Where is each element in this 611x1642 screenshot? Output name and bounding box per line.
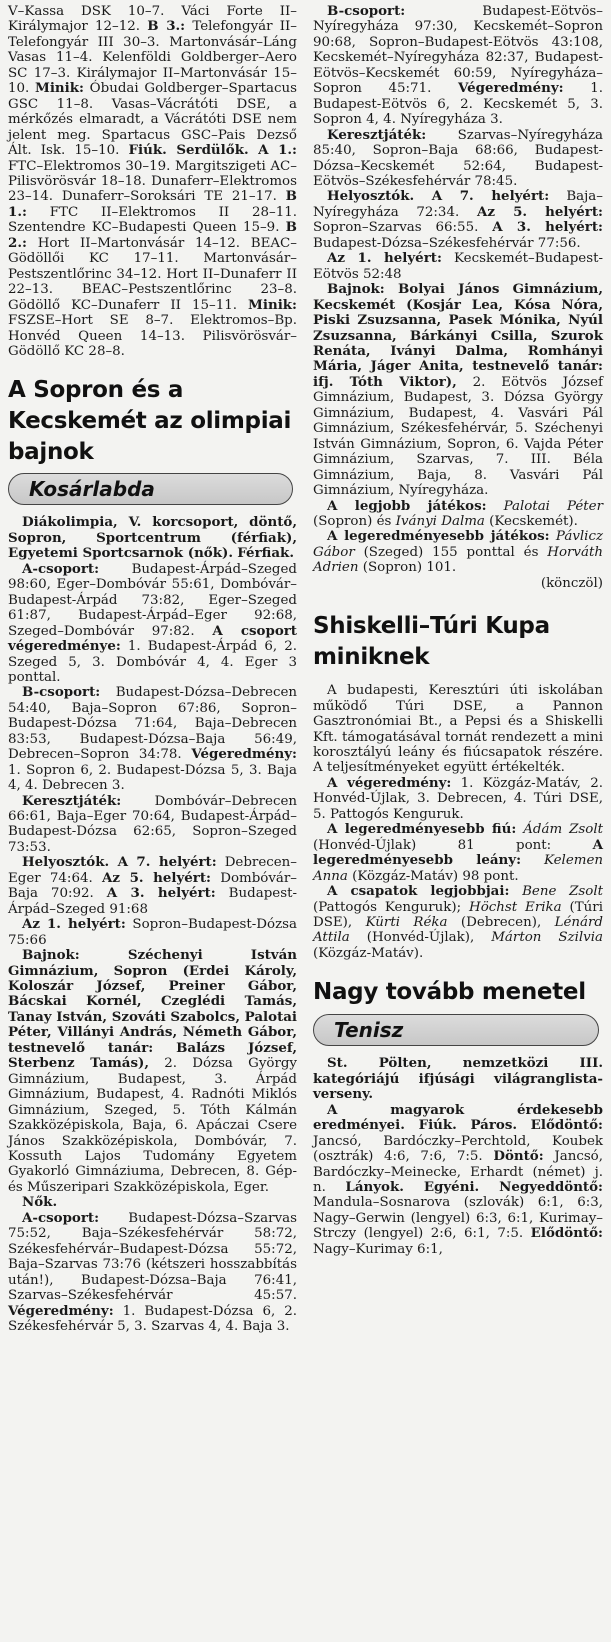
text-run: FTC–Elektromos 30–19. Margitszigeti AC–Pilisvörösvár 18–18. Dunaferr–Elektromos 23–14. Dunaferr–Soroksári TE 21–17. — [8, 158, 297, 205]
text-run: Kecskemét–Budapest-Eötvös 52:48 — [313, 251, 603, 282]
right-column — [313, 4, 603, 1257]
italic-run: Kelemen Anna — [313, 853, 603, 884]
text-run: (Honvéd-Újlak) 81 pont: — [313, 837, 593, 853]
bold-run: A 3. helyért: — [492, 219, 603, 236]
article-headline: A Sopron és a Kecskemét az olimpiai bajnok — [8, 377, 292, 466]
text-run: (Sopron) és — [313, 513, 396, 529]
bold-run: A csoport végeredménye: — [8, 622, 297, 655]
bold-run: B 3.: — [147, 18, 186, 35]
bold-run: Keresztjáték: — [22, 792, 122, 809]
text-run: Hort II–Martonvásár 14–12. BEAC–Gödöllői KC 17–11. Martonvásár–Pestszentlőrinc 34–12. Hort II–Dunaferr II 22–13. BEAC–Pestszentlőrinc 23–8. Gödöllő KC–Dunaferr II 15–11. — [8, 235, 297, 313]
text-run: 1. Közgáz-Matáv, 2. Honvéd-Újlak, 3. Debrecen, 4. Túri DSE, 5. Pattogós Kenguruk. — [313, 775, 603, 822]
bold-run: A legjobb játékos: — [327, 497, 487, 514]
bold-run: A-csoport: — [22, 560, 100, 577]
mini-cup-article — [313, 611, 603, 961]
article-headline: Shiskelli–Túri Kupa miniknek — [313, 613, 550, 671]
bold-run: A magyarok érdekesebb eredményei. Fiúk. Páros. Elődöntő: — [313, 1101, 603, 1134]
article-paragraph — [313, 683, 603, 776]
text-run: (Sopron) 101. — [358, 560, 457, 576]
article-paragraph — [8, 855, 297, 917]
italic-run: Bene Zsolt — [522, 884, 603, 900]
article-paragraph — [8, 948, 297, 1195]
bold-run: Az 1. helyért: — [22, 916, 126, 933]
article-paragraph — [8, 562, 297, 686]
bold-run: Diákolimpia, V. korcsoport, döntő, Sopron, Sportcentrum (férfiak), Egyetemi Sportcsarnok (nők). — [8, 514, 297, 562]
text-run: Jancsó, Bardóczky–Meinecke, Erhardt (német) j. n. — [313, 1149, 604, 1195]
text-run: 2. Dózsa György Gimnázium, Budapest, 3. Árpád Gimnázium, Budapest, 4. Radnóti Miklós Gimnázium, Szeged, 5. Tóth Kálmán Szakközépiskola, Baja, 6. Apáczai Csere János Szakközépiskola, Dombóvár, 7. Kossuth Lajos Tudomány Egyetem Gyakorló Gimnáziuma, Debrecen, 8. Gép- és Műszeripari Szakközépiskola, Eger. — [8, 1056, 297, 1195]
article-paragraph — [313, 529, 603, 575]
italic-run: Palotai Péter — [503, 498, 603, 514]
italic-run: Pávlicz Gábor — [313, 529, 603, 560]
bold-run: A végeredmény: — [327, 774, 452, 791]
bold-run: A 3. helyért: — [106, 885, 216, 902]
bold-run: Végeredmény: — [8, 1302, 114, 1319]
text-run: Jancsó, Bardóczky–Perchtold, Koubek (osztrák) 4:6, 7:6, 7:5. — [313, 1133, 603, 1165]
bold-run: A csapatok legjobbjai: — [327, 883, 510, 900]
text-run: Debrecen–Eger 74:64. — [8, 855, 297, 886]
text-run: Budapest-Dózsa–Debrecen 54:40, Baja–Sopron 67:86, Sopron–Budapest-Dózsa 71:64, Baja–Debrecen 83:53, Budapest-Dózsa–Baja 56:49, Debrecen–Sopron 34:78. — [8, 685, 297, 763]
text-run: Nagy–Kurimay 6:1, — [313, 1241, 443, 1257]
bold-run: B-csoport: — [22, 684, 101, 701]
bold-run: Férfiak. — [237, 545, 294, 562]
bold-run: Elődöntő: — [530, 1225, 603, 1242]
text-run: Sopron–Szarvas 66:55. — [313, 220, 493, 236]
article-paragraph — [313, 189, 603, 251]
text-run: Telefongyár II–Telefongyár III 30–3. Martonvásár–Láng Vasas 11–4. Kelenföldi Goldberger–Aero SC 17–3. Királymajor II–Martonvásár 15–10. — [8, 19, 297, 97]
author-credit: (könczöl) — [540, 575, 603, 591]
text-run: Budapest-Dózsa–Szarvas 75:52, Baja–Székesfehérvár 58:72, Székesfehérvár–Budapest-Dózsa 55:72, Baja–Szarvas 73:76 (kétszeri hosszabbítás után!), Budapest-Dózsa–Baja 76:41, Szarvas–Székesfehérvár 45:57. — [8, 1210, 297, 1304]
text-run: Mandula–Sosnarova (szlovák) 6:1, 6:3, Nagy–Gerwin (lengyel) 6:3, 6:1, Kurimay–Strczy (lengyel) 2:6, 6:1, 7:5. — [313, 1195, 603, 1242]
text-run: FTC II–Elektromos II 28–11. Szentendre KC–Budapesti Queen 15–9. — [8, 204, 297, 236]
text-run: (Túri DSE), — [313, 899, 603, 931]
bold-run: B-csoport: — [327, 3, 406, 19]
text-run: 2. Eötvös József Gimnázium, Budapest, 3. Dózsa György Gimnázium, Budapest, 4. Vasvári Pál Gimnázium, Székesfehérvár, 5. Széchenyi István Gimnázium, Sopron, 6. Vajda Péter Gimnázium, Szarvas, 7. III. Béla Gimnázium, Baja, 8. Vasvári Pál Gimnázium, Nyíregyháza. — [313, 374, 604, 499]
bold-run: Lányok. Egyéni. Negyeddöntő: — [345, 1179, 603, 1195]
text-run: Óbudai Goldberger–Spartacus GSC 11–8. Vasas–Vácrátóti DSE, a mérkőzés elmaradt, a Vácrátóti DSE nem jelent meg. Spartacus GSC–Pais Dezső Ált. Isk. 15–10. — [8, 81, 297, 159]
text-run: 1. Budapest-Eötvös 6, 2. Kecskemét 5, 3. Sopron 4, 4. Nyíregyháza 3. — [313, 81, 603, 128]
text-run: (Pattogós Kenguruk); — [313, 899, 470, 915]
bold-run: Végeredmény: — [191, 746, 297, 763]
article-paragraph — [313, 822, 603, 884]
article-paragraph — [313, 499, 603, 530]
article-paragraph — [8, 515, 297, 561]
bold-run: A legeredményesebb fiú: — [327, 821, 517, 838]
text-run: (Közgáz-Matáv). — [313, 945, 424, 961]
text-run — [487, 499, 504, 514]
text-run: Dombóvár–Baja 70:92. — [8, 870, 297, 902]
italic-run: Kürti Réka — [365, 915, 448, 931]
article-paragraph — [8, 685, 297, 793]
article-paragraph — [8, 917, 297, 948]
italic-run: Márton Szilvia — [491, 930, 603, 946]
bold-run: B 1.: — [8, 188, 297, 220]
bold-run: A legeredményesebb játékos: — [327, 528, 550, 545]
text-run: (Honvéd-Újlak), — [349, 930, 492, 946]
text-run: 1. Sopron 6, 2. Budapest-Dózsa 5, 3. Baja 4, 4. Debrecen 3. — [8, 762, 297, 794]
article-paragraph — [313, 884, 603, 961]
article-paragraph — [313, 251, 603, 282]
italic-run: Horváth Adrien — [313, 544, 603, 576]
text-run: Budapest-Árpád–Szeged 98:60, Eger–Dombóvár 55:61, Dombóvár–Budapest-Árpád 73:82, Eger–Szeged 61:87, Budapest-Árpád–Eger 92:68, Szeged–Dombóvár 97:82. — [8, 561, 297, 639]
basketball-article-continued — [313, 4, 603, 591]
bold-run: Nők. — [22, 1194, 58, 1211]
article-headline: Nagy tovább menetel — [313, 979, 586, 1006]
bold-run: Az 5. helyért: — [476, 203, 603, 220]
italic-run: Iványi Dalma — [395, 513, 485, 529]
bold-run: Helyosztók. A 7. helyért: — [327, 188, 550, 205]
text-run — [509, 884, 522, 899]
text-run: Sopron–Budapest-Dózsa 75:66 — [8, 917, 297, 948]
bold-run: A legeredményesebb leány: — [313, 836, 603, 869]
italic-run: Höchst Erika — [469, 899, 562, 915]
bold-run: Bajnok: Bolyai János Gimnázium, Kecskemét (Kosjár Lea, Kósa Nóra, Piski Zsuzsanna, Pasek Mónika, Nyúl Zsuzsanna, Bárkányi Csilla, Szurok Renáta, Iványi Dalma, Romhányi Mária, Jáger Anita, testnevelő tanár: ifj. Tóth Viktor), — [313, 281, 603, 390]
text-run: Baja–Nyíregyháza 72:34. — [313, 189, 603, 220]
article-paragraph — [313, 1103, 603, 1258]
bold-run: Bajnok: Széchenyi István Gimnázium, Sopron (Erdei Károly, Koloszár József, Preiner Gábor, Bácskai Kornél, Czeglédi Tamás, Tanay István, Szováti Szabolcs, Palotai Péter, Villányi András, Németh Gábor, testnevelő tanár: Balázs József, Sterbenz Tamás), — [8, 947, 298, 1072]
article-paragraph — [313, 1056, 603, 1102]
text-run: 1. Budapest-Árpád 6, 2. Szeged 5, 3. Dombóvár 4, 4. Eger 3 ponttal. — [8, 639, 297, 685]
text-run: (Debrecen), — [447, 915, 555, 931]
bold-run: B 2.: — [8, 219, 297, 251]
article-paragraph — [313, 282, 603, 498]
text-run: V–Kassa DSK 10–7. Váci Forte II–Királymajor 12–12. — [8, 4, 297, 35]
handball-results-article — [8, 4, 297, 359]
bold-run: Fiúk. Serdülők. A 1.: — [128, 142, 297, 159]
italic-run: Lénárd Attila — [313, 915, 604, 946]
text-run: Dombóvár–Debrecen 66:61, Baja–Eger 70:64, Budapest-Árpád–Budapest-Dózsa 62:65, Sopron–Szeged 73:53. — [8, 793, 297, 855]
text-run: 1. Budapest-Dózsa 6, 2. Székesfehérvár 5, 3. Szarvas 4, 4. Baja 3. — [8, 1303, 297, 1334]
article-paragraph — [313, 128, 603, 190]
text-run: (Közgáz-Matáv) 98 pont. — [347, 868, 519, 884]
bold-run: St. Pölten, nemzetközi III. kategóriájú ifjúsági világranglista-verseny. — [313, 1055, 603, 1103]
bold-run: Végeredmény: — [457, 80, 564, 97]
tennis-article — [313, 977, 603, 1257]
text-run: FSZSE–Hort SE 8–7. Elektromos–Bp. Honvéd Queen 14–13. Pilisvörösvár–Gödöllő KC 28–8. — [8, 313, 297, 359]
italic-run: Ádám Zsolt — [523, 822, 603, 838]
bold-run: Az 1. helyért: — [327, 250, 442, 267]
left-column — [8, 4, 297, 1334]
article-paragraph — [8, 4, 297, 359]
article-paragraph — [313, 776, 603, 822]
bold-run: Keresztjáték: — [327, 126, 427, 143]
article-paragraph — [8, 1195, 297, 1210]
basketball-article — [8, 375, 297, 1334]
section-rubric: Tenisz — [313, 1014, 599, 1046]
article-paragraph — [313, 4, 603, 128]
section-rubric: Kosárlabda — [8, 473, 293, 505]
bold-run: A-csoport: — [22, 1209, 100, 1226]
bold-run: Helyosztók. A 7. helyért: — [22, 854, 217, 871]
text-run: Szarvas–Nyíregyháza 85:40, Sopron–Baja 68:66, Budapest-Dózsa–Kecskemét 52:64, Budapest-Eötvös–Székesfehérvár 78:45. — [313, 127, 603, 189]
text-run: A budapesti, Keresztúri úti iskolában működő Túri DSE, a Pannon Gasztronómiai Bt., a Pepsi és a Shiskelli Kft. támogatásával tornát rendezett a mini korosztályú leány és fiúcsapatok részére. A teljesítményeket együtt értékelték. — [313, 683, 603, 776]
text-run: (Kecskemét). — [484, 513, 578, 529]
bold-run: Minik: — [248, 296, 297, 313]
article-paragraph — [8, 794, 297, 856]
text-run: (Szeged) 155 ponttal és — [354, 544, 548, 560]
text-run — [521, 853, 544, 868]
bold-run: Minik: — [35, 80, 84, 97]
article-paragraph — [8, 1211, 297, 1335]
bold-run: Döntő: — [493, 1148, 544, 1165]
text-run: Budapest-Eötvös–Nyíregyháza 97:30, Kecskemét–Sopron 90:68, Sopron–Budapest-Eötvös 43:108, Kecskemét–Nyíregyháza 82:37, Budapest-Eötvös–Kecskemét 60:59, Nyíregyháza–Sopron 45:71. — [313, 4, 603, 97]
text-run: Budapest-Árpád–Szeged 91:68 — [8, 886, 297, 917]
bold-run: Az 5. helyért: — [101, 869, 211, 886]
text-run: Budapest-Dózsa–Székesfehérvár 77:56. — [313, 235, 581, 251]
